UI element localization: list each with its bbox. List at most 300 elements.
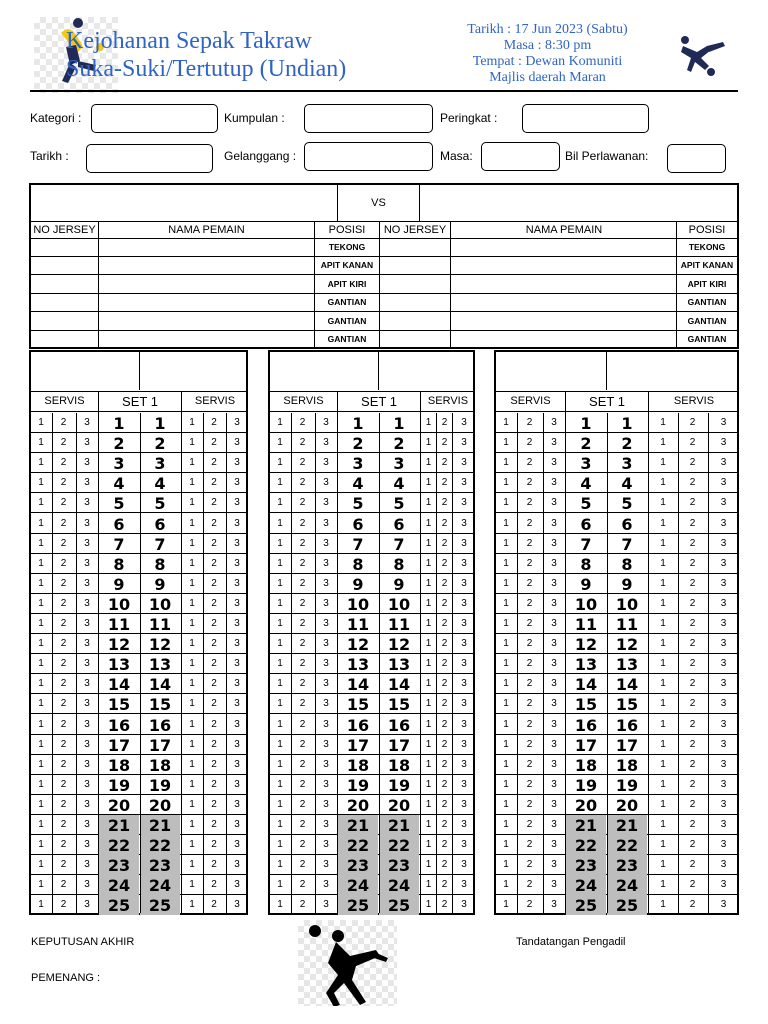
servis-right-3[interactable]: 3 [461, 577, 467, 589]
servis-left-3[interactable]: 3 [551, 859, 557, 871]
team-b-point[interactable]: 23 [607, 855, 647, 875]
team-b-point[interactable]: 4 [154, 474, 166, 494]
servis-right-3[interactable]: 3 [461, 497, 467, 509]
servis-right-3[interactable]: 3 [234, 798, 240, 810]
team-a-point[interactable]: 11 [346, 615, 370, 634]
servis-right-3[interactable]: 3 [461, 417, 467, 428]
servis-left-2[interactable]: 2 [299, 457, 306, 469]
servis-left-3[interactable]: 3 [84, 738, 90, 750]
servis-left-3[interactable]: 3 [84, 758, 90, 770]
team-a-point[interactable]: 12 [346, 635, 370, 655]
servis-right-1[interactable]: 1 [425, 618, 432, 629]
servis-left-2[interactable]: 2 [60, 658, 67, 670]
servis-right-3[interactable]: 3 [234, 718, 240, 730]
team-a-point[interactable]: 6 [113, 514, 125, 534]
servis-right-2[interactable]: 2 [689, 778, 696, 790]
servis-right-2[interactable]: 2 [689, 758, 696, 770]
servis-right-1[interactable]: 1 [425, 819, 432, 830]
servis-left-3[interactable]: 3 [323, 738, 329, 750]
servis-left-2[interactable]: 2 [60, 839, 67, 851]
servis-left-2[interactable]: 2 [526, 738, 533, 750]
servis-left-3[interactable]: 3 [84, 517, 90, 529]
servis-left-3[interactable]: 3 [323, 477, 329, 489]
team-a-point[interactable]: 19 [346, 775, 370, 795]
team-a-point[interactable]: 9 [113, 574, 125, 594]
team-a-point[interactable]: 5 [580, 494, 592, 514]
servis-right-2[interactable]: 2 [689, 618, 696, 629]
team-a-point[interactable]: 17 [574, 735, 598, 755]
servis-right-2[interactable]: 2 [441, 577, 448, 589]
team-a-point[interactable]: 13 [107, 655, 131, 675]
set-team-a-box[interactable] [270, 352, 379, 390]
servis-right-3[interactable]: 3 [234, 738, 240, 750]
team-b-point[interactable]: 5 [393, 494, 405, 514]
servis-left-2[interactable]: 2 [299, 798, 306, 810]
servis-left-1[interactable]: 1 [38, 798, 44, 810]
servis-right-1[interactable]: 1 [425, 557, 432, 569]
servis-right-3[interactable]: 3 [234, 758, 240, 770]
servis-left-1[interactable]: 1 [38, 577, 44, 589]
servis-left-3[interactable]: 3 [323, 517, 329, 529]
servis-left-1[interactable]: 1 [38, 557, 44, 569]
masa-field[interactable] [481, 142, 560, 171]
servis-right-1[interactable]: 1 [660, 477, 666, 489]
servis-right-2[interactable]: 2 [211, 497, 217, 509]
team-a-point[interactable]: 9 [352, 574, 364, 594]
servis-right-1[interactable]: 1 [660, 698, 666, 710]
team-a-point[interactable]: 2 [352, 434, 364, 454]
servis-right-2[interactable]: 2 [689, 437, 696, 449]
servis-right-1[interactable]: 1 [660, 577, 666, 589]
servis-right-3[interactable]: 3 [234, 899, 240, 911]
servis-left-2[interactable]: 2 [60, 417, 67, 428]
servis-left-2[interactable]: 2 [60, 477, 67, 489]
servis-left-1[interactable]: 1 [277, 819, 283, 830]
servis-left-1[interactable]: 1 [277, 758, 283, 770]
servis-left-2[interactable]: 2 [526, 577, 533, 589]
team-a-point[interactable]: 24 [338, 875, 378, 895]
servis-left-2[interactable]: 2 [526, 557, 533, 569]
servis-left-3[interactable]: 3 [84, 618, 90, 629]
team-b-point[interactable]: 21 [607, 815, 647, 835]
servis-right-1[interactable]: 1 [425, 859, 432, 871]
team-a-point[interactable]: 20 [107, 795, 131, 815]
servis-right-3[interactable]: 3 [234, 537, 240, 549]
team-a-point[interactable]: 5 [352, 494, 364, 514]
servis-right-1[interactable]: 1 [189, 758, 195, 770]
servis-right-3[interactable]: 3 [234, 417, 240, 428]
servis-right-1[interactable]: 1 [189, 678, 195, 690]
servis-left-2[interactable]: 2 [526, 839, 533, 851]
team-b-point[interactable]: 23 [140, 855, 180, 875]
servis-left-1[interactable]: 1 [503, 658, 509, 670]
servis-right-3[interactable]: 3 [234, 698, 240, 710]
servis-right-1[interactable]: 1 [189, 417, 195, 428]
servis-left-3[interactable]: 3 [84, 437, 90, 449]
servis-left-2[interactable]: 2 [526, 718, 533, 730]
servis-right-2[interactable]: 2 [211, 597, 217, 609]
servis-right-1[interactable]: 1 [660, 457, 666, 469]
servis-right-1[interactable]: 1 [425, 758, 432, 770]
servis-left-2[interactable]: 2 [526, 417, 533, 428]
servis-right-3[interactable]: 3 [720, 618, 727, 629]
servis-right-2[interactable]: 2 [441, 618, 448, 629]
servis-right-2[interactable]: 2 [211, 437, 217, 449]
servis-right-2[interactable]: 2 [211, 798, 217, 810]
team-a-point[interactable]: 7 [113, 534, 125, 554]
servis-left-2[interactable]: 2 [299, 417, 306, 428]
team-b-point[interactable]: 16 [387, 715, 411, 735]
servis-left-3[interactable]: 3 [84, 879, 90, 891]
team-a-point[interactable]: 24 [566, 875, 606, 895]
servis-right-3[interactable]: 3 [720, 738, 727, 750]
team-a-point[interactable]: 14 [107, 675, 131, 695]
servis-left-3[interactable]: 3 [323, 417, 329, 428]
servis-right-1[interactable]: 1 [660, 819, 666, 830]
servis-right-1[interactable]: 1 [425, 698, 432, 710]
servis-left-3[interactable]: 3 [551, 437, 557, 449]
servis-right-1[interactable]: 1 [189, 738, 195, 750]
team-b-point[interactable]: 10 [615, 594, 639, 614]
servis-left-1[interactable]: 1 [277, 839, 283, 851]
servis-left-3[interactable]: 3 [84, 718, 90, 730]
servis-left-1[interactable]: 1 [38, 778, 44, 790]
team-a-point[interactable]: 11 [574, 615, 598, 634]
servis-right-1[interactable]: 1 [660, 738, 666, 750]
tarikh-field[interactable] [86, 144, 213, 173]
servis-right-2[interactable]: 2 [689, 899, 696, 911]
servis-right-2[interactable]: 2 [211, 577, 217, 589]
servis-right-2[interactable]: 2 [689, 497, 696, 509]
servis-right-3[interactable]: 3 [720, 597, 727, 609]
servis-left-1[interactable]: 1 [503, 638, 509, 650]
servis-right-1[interactable]: 1 [660, 658, 666, 670]
team-a-point[interactable]: 25 [99, 895, 139, 915]
servis-right-2[interactable]: 2 [211, 658, 217, 670]
team-b-point[interactable]: 19 [148, 775, 172, 795]
servis-left-3[interactable]: 3 [551, 819, 557, 830]
servis-right-2[interactable]: 2 [689, 658, 696, 670]
servis-right-2[interactable]: 2 [441, 758, 448, 770]
servis-right-2[interactable]: 2 [689, 477, 696, 489]
servis-right-1[interactable]: 1 [660, 517, 666, 529]
team-b-point[interactable]: 15 [148, 695, 172, 715]
servis-left-1[interactable]: 1 [277, 597, 283, 609]
servis-left-2[interactable]: 2 [526, 517, 533, 529]
servis-left-3[interactable]: 3 [551, 477, 557, 489]
servis-left-1[interactable]: 1 [38, 618, 44, 629]
servis-left-3[interactable]: 3 [84, 417, 90, 428]
servis-right-3[interactable]: 3 [234, 658, 240, 670]
team-b-point[interactable]: 15 [387, 695, 411, 715]
servis-left-1[interactable]: 1 [503, 557, 509, 569]
team-a-point[interactable]: 25 [566, 895, 606, 915]
team-b-point[interactable]: 11 [148, 615, 172, 634]
servis-right-3[interactable]: 3 [234, 577, 240, 589]
servis-right-3[interactable]: 3 [234, 517, 240, 529]
servis-right-3[interactable]: 3 [234, 618, 240, 629]
servis-left-2[interactable]: 2 [526, 658, 533, 670]
servis-right-2[interactable]: 2 [689, 638, 696, 650]
servis-right-1[interactable]: 1 [660, 618, 666, 629]
team-a-point[interactable]: 15 [574, 695, 598, 715]
servis-right-2[interactable]: 2 [441, 557, 448, 569]
team-b-point[interactable]: 2 [621, 434, 633, 454]
team-a-point[interactable]: 15 [346, 695, 370, 715]
team-a-point[interactable]: 20 [346, 795, 370, 815]
team-a-point[interactable]: 9 [580, 574, 592, 594]
team-a-point[interactable]: 4 [580, 474, 592, 494]
team-b-point[interactable]: 10 [387, 594, 411, 614]
servis-left-3[interactable]: 3 [551, 638, 557, 650]
team-b-point[interactable]: 6 [621, 514, 633, 534]
servis-left-1[interactable]: 1 [38, 718, 44, 730]
servis-left-2[interactable]: 2 [60, 597, 67, 609]
servis-left-3[interactable]: 3 [84, 557, 90, 569]
servis-right-3[interactable]: 3 [234, 477, 240, 489]
servis-right-2[interactable]: 2 [441, 477, 448, 489]
servis-left-1[interactable]: 1 [277, 879, 283, 891]
servis-left-3[interactable]: 3 [84, 839, 90, 851]
servis-left-1[interactable]: 1 [277, 537, 283, 549]
team-b-point[interactable]: 17 [387, 735, 411, 755]
servis-left-3[interactable]: 3 [551, 537, 557, 549]
servis-left-1[interactable]: 1 [38, 678, 44, 690]
servis-left-3[interactable]: 3 [551, 517, 557, 529]
team-a-point[interactable]: 8 [113, 554, 125, 574]
servis-left-1[interactable]: 1 [38, 477, 44, 489]
servis-right-3[interactable]: 3 [720, 537, 727, 549]
team-a-point[interactable]: 2 [113, 434, 125, 454]
servis-right-3[interactable]: 3 [461, 638, 467, 650]
servis-left-2[interactable]: 2 [526, 859, 533, 871]
servis-left-1[interactable]: 1 [503, 778, 509, 790]
servis-left-2[interactable]: 2 [299, 899, 306, 911]
team-b-point[interactable]: 16 [615, 715, 639, 735]
team-b-point[interactable]: 1 [393, 414, 405, 433]
team-a-point[interactable]: 20 [574, 795, 598, 815]
servis-left-1[interactable]: 1 [503, 577, 509, 589]
bil-perlawanan-field[interactable] [667, 144, 726, 173]
servis-left-3[interactable]: 3 [551, 738, 557, 750]
team-b-point[interactable]: 8 [621, 554, 633, 574]
servis-right-3[interactable]: 3 [461, 477, 467, 489]
servis-left-3[interactable]: 3 [84, 678, 90, 690]
team-a-point[interactable]: 14 [574, 675, 598, 695]
servis-left-1[interactable]: 1 [38, 537, 44, 549]
servis-right-3[interactable]: 3 [461, 597, 467, 609]
servis-left-3[interactable]: 3 [323, 778, 329, 790]
servis-left-3[interactable]: 3 [323, 457, 329, 469]
servis-right-2[interactable]: 2 [689, 597, 696, 609]
servis-right-2[interactable]: 2 [211, 819, 217, 830]
team-b-point[interactable]: 17 [615, 735, 639, 755]
team-a-point[interactable]: 18 [346, 755, 370, 775]
servis-right-2[interactable]: 2 [441, 417, 448, 428]
team-b-point[interactable]: 17 [148, 735, 172, 755]
servis-right-1[interactable]: 1 [189, 859, 195, 871]
servis-right-3[interactable]: 3 [720, 437, 727, 449]
servis-left-1[interactable]: 1 [503, 678, 509, 690]
servis-left-2[interactable]: 2 [60, 819, 67, 830]
servis-right-3[interactable]: 3 [720, 638, 727, 650]
team-a-point[interactable]: 25 [338, 895, 378, 915]
servis-left-1[interactable]: 1 [38, 698, 44, 710]
servis-right-3[interactable]: 3 [461, 879, 467, 891]
team-b-point[interactable]: 3 [154, 454, 166, 474]
team-a-point[interactable]: 22 [99, 835, 139, 855]
servis-right-3[interactable]: 3 [461, 839, 467, 851]
servis-left-2[interactable]: 2 [299, 839, 306, 851]
servis-left-2[interactable]: 2 [526, 819, 533, 830]
servis-right-1[interactable]: 1 [425, 879, 432, 891]
servis-right-3[interactable]: 3 [720, 899, 727, 911]
servis-left-1[interactable]: 1 [38, 497, 44, 509]
servis-left-2[interactable]: 2 [299, 638, 306, 650]
servis-left-1[interactable]: 1 [38, 658, 44, 670]
servis-right-2[interactable]: 2 [211, 537, 217, 549]
servis-right-1[interactable]: 1 [425, 437, 432, 449]
team-a-point[interactable]: 23 [338, 855, 378, 875]
team-b-point[interactable]: 8 [154, 554, 166, 574]
servis-right-2[interactable]: 2 [211, 859, 217, 871]
servis-left-1[interactable]: 1 [38, 899, 44, 911]
servis-right-1[interactable]: 1 [189, 638, 195, 650]
peringkat-field[interactable] [522, 104, 649, 133]
servis-right-3[interactable]: 3 [234, 678, 240, 690]
servis-left-2[interactable]: 2 [60, 859, 67, 871]
servis-left-2[interactable]: 2 [60, 698, 67, 710]
team-b-point[interactable]: 25 [607, 895, 647, 915]
team-b-point[interactable]: 4 [393, 474, 405, 494]
team-a-point[interactable]: 4 [352, 474, 364, 494]
servis-left-3[interactable]: 3 [551, 557, 557, 569]
team-a-point[interactable]: 3 [113, 454, 125, 474]
servis-left-3[interactable]: 3 [323, 658, 329, 670]
servis-right-2[interactable]: 2 [211, 638, 217, 650]
team-b-point[interactable]: 7 [393, 534, 405, 554]
servis-left-1[interactable]: 1 [503, 537, 509, 549]
team-a-point[interactable]: 10 [346, 594, 370, 614]
servis-right-3[interactable]: 3 [234, 497, 240, 509]
servis-left-1[interactable]: 1 [277, 437, 283, 449]
team-a-point[interactable]: 3 [352, 454, 364, 474]
servis-right-1[interactable]: 1 [189, 557, 195, 569]
team-b-point[interactable]: 5 [621, 494, 633, 514]
servis-right-1[interactable]: 1 [425, 738, 432, 750]
servis-left-2[interactable]: 2 [526, 778, 533, 790]
servis-right-2[interactable]: 2 [441, 778, 448, 790]
servis-right-1[interactable]: 1 [189, 577, 195, 589]
servis-left-1[interactable]: 1 [277, 517, 283, 529]
servis-right-3[interactable]: 3 [720, 658, 727, 670]
team-a-point[interactable]: 16 [574, 715, 598, 735]
servis-left-1[interactable]: 1 [277, 577, 283, 589]
servis-left-2[interactable]: 2 [526, 618, 533, 629]
servis-left-2[interactable]: 2 [60, 618, 67, 629]
servis-left-3[interactable]: 3 [323, 638, 329, 650]
team-a-point[interactable]: 3 [580, 454, 592, 474]
servis-right-2[interactable]: 2 [689, 879, 696, 891]
servis-right-2[interactable]: 2 [689, 557, 696, 569]
servis-right-2[interactable]: 2 [441, 517, 448, 529]
team-b-point[interactable]: 23 [379, 855, 419, 875]
servis-right-3[interactable]: 3 [234, 457, 240, 469]
servis-left-2[interactable]: 2 [60, 798, 67, 810]
team-b-point[interactable]: 5 [154, 494, 166, 514]
servis-left-1[interactable]: 1 [503, 879, 509, 891]
team-b-point[interactable]: 25 [379, 895, 419, 915]
team-a-point[interactable]: 15 [107, 695, 131, 715]
team-b-point[interactable]: 2 [393, 434, 405, 454]
servis-right-1[interactable]: 1 [425, 798, 432, 810]
team-b-point[interactable]: 22 [607, 835, 647, 855]
servis-left-2[interactable]: 2 [60, 758, 67, 770]
servis-left-2[interactable]: 2 [526, 758, 533, 770]
servis-right-2[interactable]: 2 [211, 738, 217, 750]
servis-left-3[interactable]: 3 [323, 557, 329, 569]
servis-right-1[interactable]: 1 [425, 678, 432, 690]
servis-right-3[interactable]: 3 [461, 658, 467, 670]
team-a-point[interactable]: 19 [574, 775, 598, 795]
servis-right-1[interactable]: 1 [425, 899, 432, 911]
team-a-point[interactable]: 12 [574, 635, 598, 655]
servis-left-3[interactable]: 3 [323, 618, 329, 629]
servis-left-1[interactable]: 1 [503, 819, 509, 830]
servis-left-2[interactable]: 2 [526, 477, 533, 489]
servis-right-2[interactable]: 2 [441, 638, 448, 650]
servis-left-2[interactable]: 2 [60, 557, 67, 569]
servis-left-3[interactable]: 3 [551, 778, 557, 790]
servis-right-1[interactable]: 1 [425, 537, 432, 549]
servis-right-3[interactable]: 3 [234, 819, 240, 830]
servis-left-1[interactable]: 1 [38, 879, 44, 891]
servis-right-3[interactable]: 3 [720, 497, 727, 509]
servis-left-1[interactable]: 1 [503, 758, 509, 770]
team-a-point[interactable]: 18 [574, 755, 598, 775]
team-b-name-field[interactable] [420, 185, 739, 221]
servis-right-2[interactable]: 2 [441, 879, 448, 891]
servis-right-3[interactable]: 3 [461, 738, 467, 750]
team-b-point[interactable]: 13 [148, 655, 172, 675]
servis-left-1[interactable]: 1 [503, 457, 509, 469]
servis-right-1[interactable]: 1 [189, 879, 195, 891]
servis-left-2[interactable]: 2 [60, 678, 67, 690]
servis-right-3[interactable]: 3 [720, 557, 727, 569]
team-a-point[interactable]: 22 [338, 835, 378, 855]
servis-left-1[interactable]: 1 [503, 698, 509, 710]
servis-right-3[interactable]: 3 [461, 778, 467, 790]
servis-left-2[interactable]: 2 [526, 698, 533, 710]
servis-left-2[interactable]: 2 [299, 477, 306, 489]
servis-left-1[interactable]: 1 [503, 839, 509, 851]
servis-right-1[interactable]: 1 [425, 839, 432, 851]
servis-left-2[interactable]: 2 [60, 638, 67, 650]
servis-left-3[interactable]: 3 [84, 577, 90, 589]
servis-right-2[interactable]: 2 [441, 798, 448, 810]
servis-left-2[interactable]: 2 [299, 819, 306, 830]
servis-left-3[interactable]: 3 [323, 879, 329, 891]
servis-left-3[interactable]: 3 [551, 698, 557, 710]
servis-left-3[interactable]: 3 [551, 417, 557, 428]
servis-left-1[interactable]: 1 [38, 517, 44, 529]
servis-right-3[interactable]: 3 [720, 577, 727, 589]
servis-left-3[interactable]: 3 [323, 698, 329, 710]
servis-left-2[interactable]: 2 [299, 557, 306, 569]
servis-left-3[interactable]: 3 [551, 597, 557, 609]
team-b-point[interactable]: 8 [393, 554, 405, 574]
servis-right-2[interactable]: 2 [441, 738, 448, 750]
